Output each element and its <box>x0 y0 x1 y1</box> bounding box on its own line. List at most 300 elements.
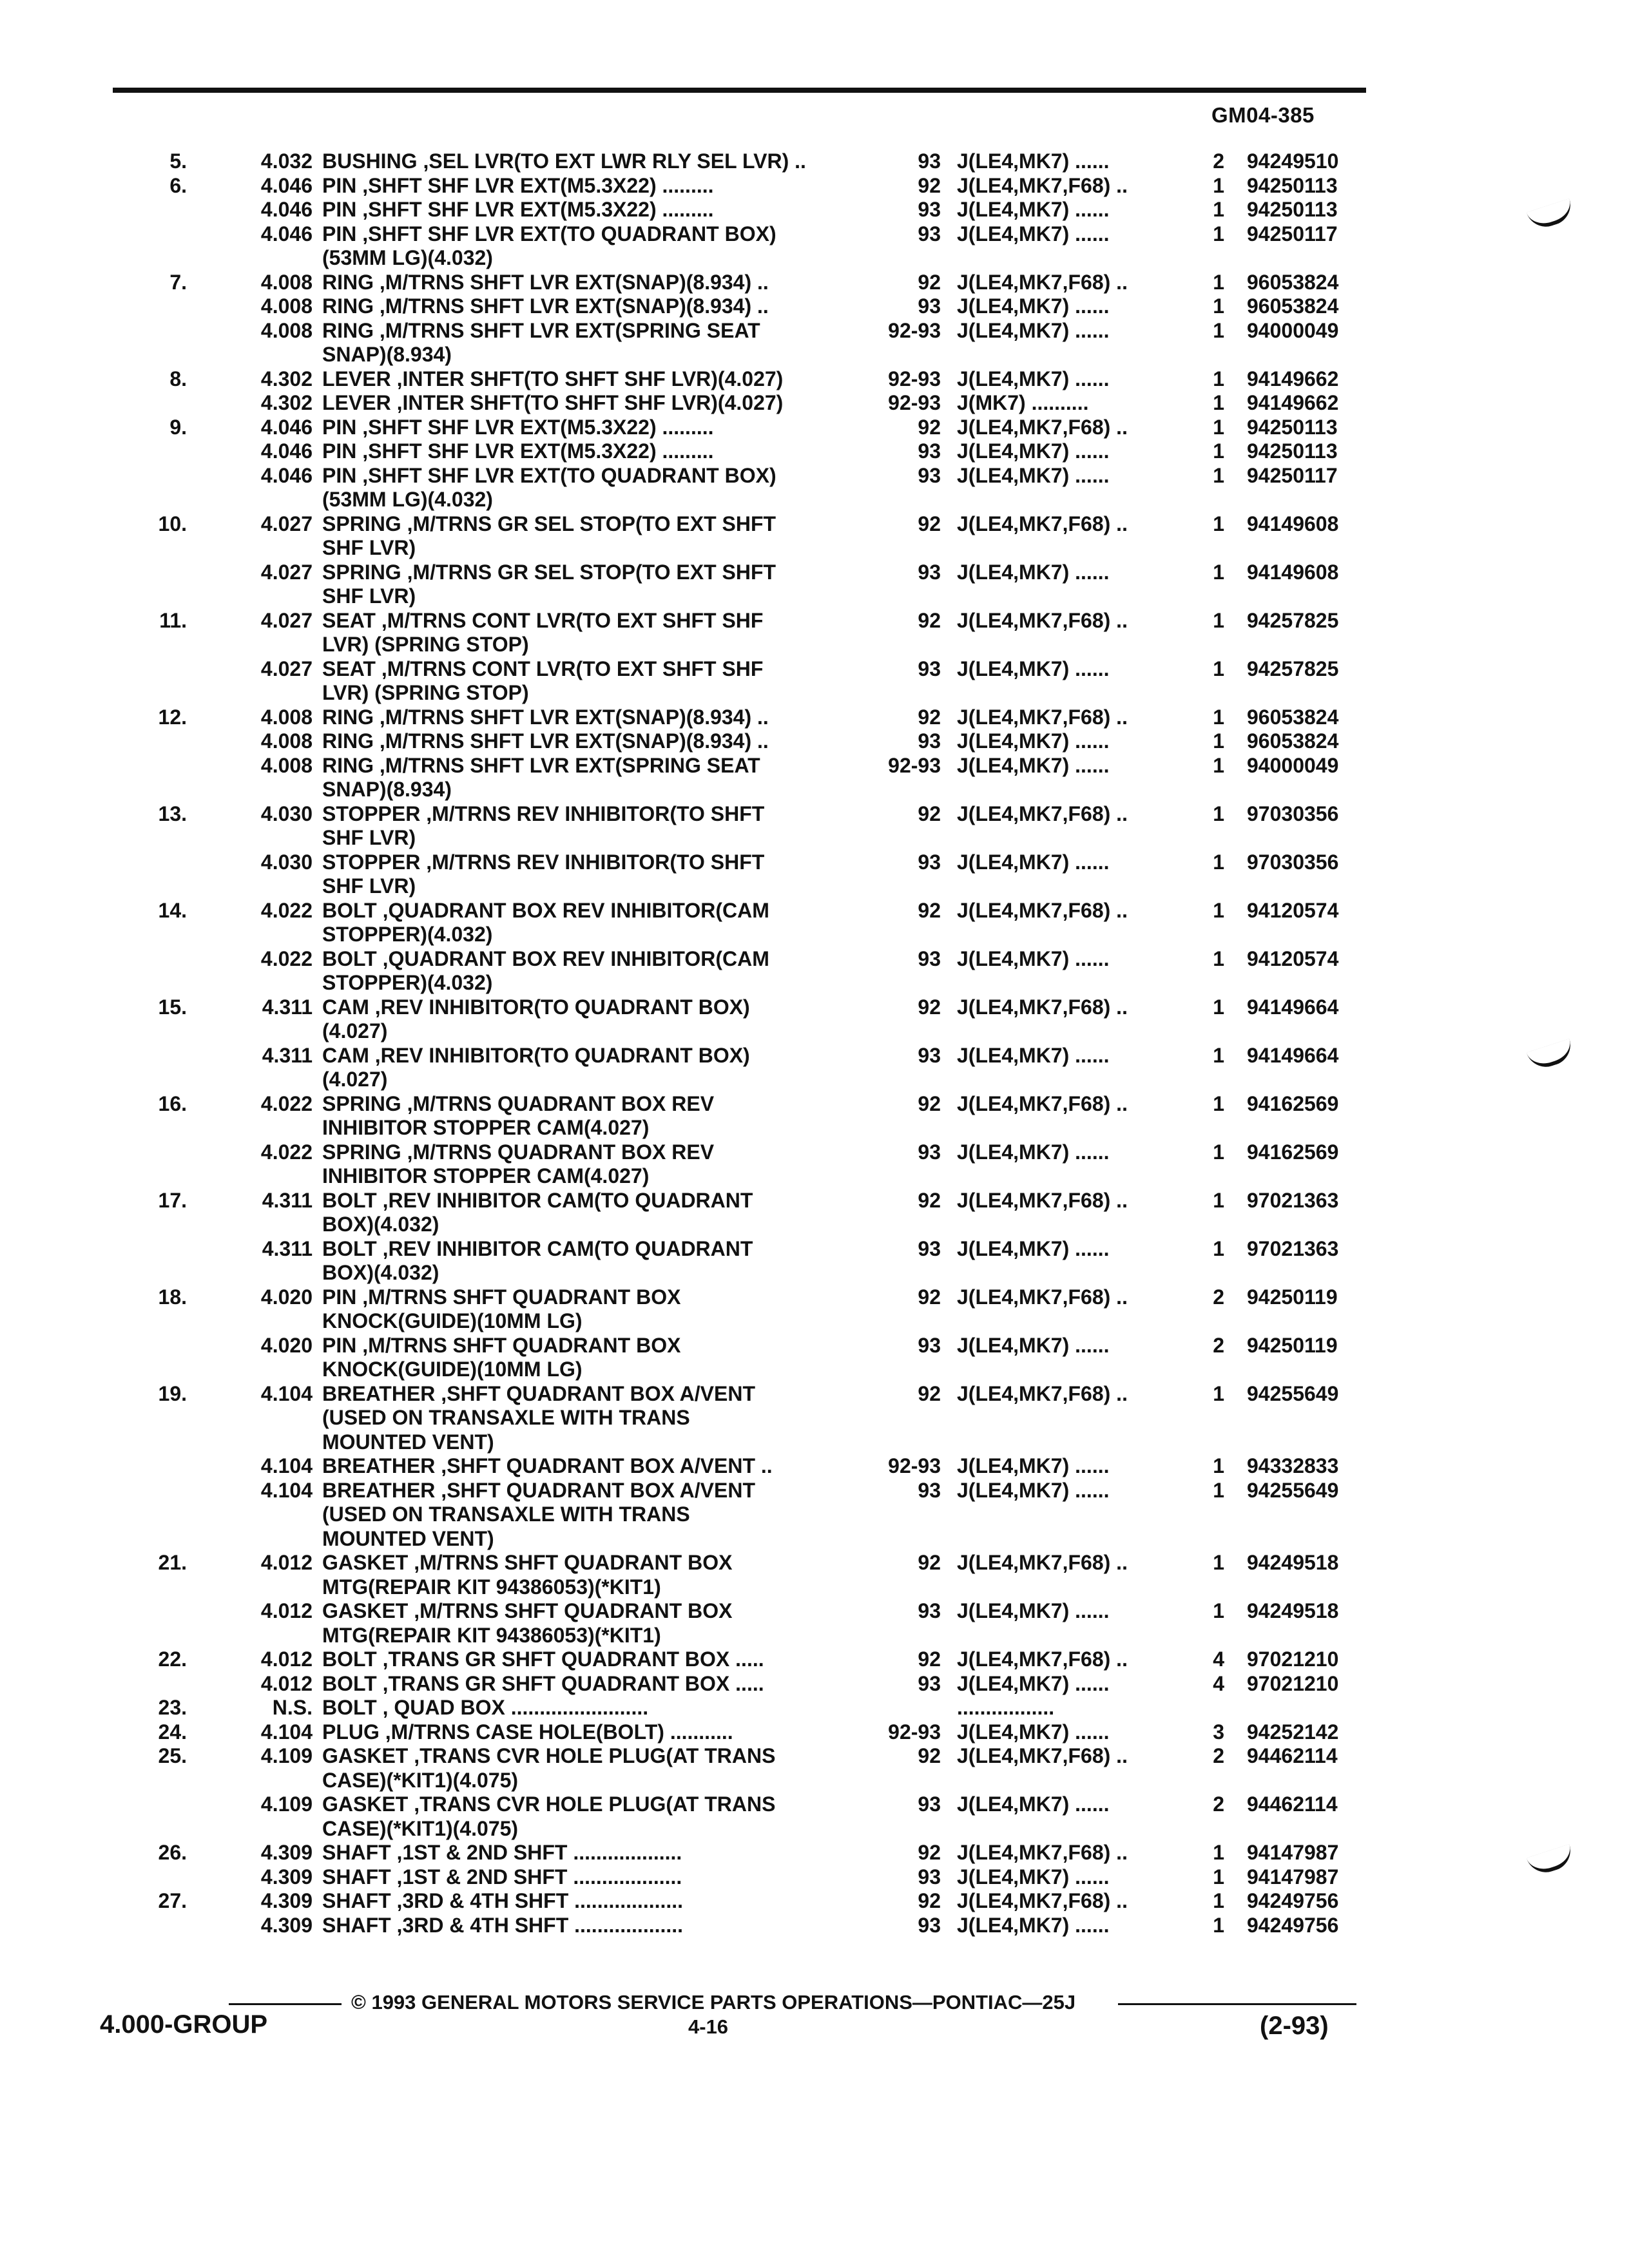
parts-row <box>0 1237 1629 1262</box>
part-description: BOLT ,QUADRANT BOX REV INHIBITOR(CAM <box>322 947 769 970</box>
parts-row <box>0 1889 1629 1914</box>
part-description: GASKET ,M/TRNS SHFT QUADRANT BOX <box>322 1599 733 1622</box>
model-code: J(LE4,MK7) ...... <box>957 947 1110 970</box>
part-description: LVR) (SPRING STOP) <box>322 681 529 704</box>
group-number: 4.046 <box>260 173 313 197</box>
part-description: RING ,M/TRNS SHFT LVR EXT(SNAP)(8.934) .. <box>322 729 769 753</box>
quantity: 1 <box>1213 415 1224 439</box>
parts-row <box>0 271 1629 295</box>
part-description: SHF LVR) <box>322 826 416 849</box>
part-description: BOLT , QUAD BOX ........................ <box>322 1696 649 1719</box>
part-description: PIN ,M/TRNS SHFT QUADRANT BOX <box>322 1333 681 1357</box>
group-number: 4.309 <box>260 1913 313 1937</box>
part-number: 94149662 <box>1247 367 1339 390</box>
group-number: 4.309 <box>260 1889 313 1912</box>
parts-row <box>0 1406 1629 1430</box>
parts-row <box>0 488 1629 512</box>
part-description: LEVER ,INTER SHFT(TO SHFT SHF LVR)(4.027) <box>322 391 784 414</box>
model-code: J(LE4,MK7,F68) .. <box>957 1841 1128 1864</box>
part-number: 96053824 <box>1247 270 1339 294</box>
model-year: 92-93 <box>888 391 941 414</box>
model-code: J(LE4,MK7,F68) .. <box>957 512 1128 535</box>
part-description: CASE)(*KIT1)(4.075) <box>322 1768 519 1792</box>
part-description: PIN ,SHFT SHF LVR EXT(M5.3X22) ......... <box>322 415 714 439</box>
reference-number: 14. <box>158 898 187 922</box>
model-code: J(LE4,MK7,F68) .. <box>957 705 1128 729</box>
group-number: 4.109 <box>260 1744 313 1767</box>
part-description: STOPPER ,M/TRNS REV INHIBITOR(TO SHFT <box>322 802 765 825</box>
parts-row <box>0 1285 1629 1310</box>
parts-row <box>0 681 1629 706</box>
parts-row <box>0 1116 1629 1140</box>
part-description: PIN ,M/TRNS SHFT QUADRANT BOX <box>322 1285 681 1309</box>
model-year: 92 <box>918 1744 941 1767</box>
model-code: J(LE4,MK7,F68) .. <box>957 898 1128 922</box>
reference-number: 16. <box>158 1091 187 1115</box>
group-number: 4.104 <box>260 1478 313 1502</box>
parts-row <box>0 657 1629 682</box>
quantity: 1 <box>1213 463 1224 487</box>
part-number: 94255649 <box>1247 1381 1339 1405</box>
model-year: 92-93 <box>888 753 941 777</box>
part-description: GASKET ,TRANS CVR HOLE PLUG(AT TRANS <box>322 1792 776 1816</box>
model-code: J(LE4,MK7) ...... <box>957 463 1110 487</box>
part-description: CAM ,REV INHIBITOR(TO QUADRANT BOX) <box>322 995 750 1019</box>
group-number: 4.022 <box>260 1091 313 1115</box>
model-code: J(LE4,MK7,F68) .. <box>957 173 1128 197</box>
parts-row <box>0 947 1629 972</box>
model-year: 92-93 <box>888 1720 941 1744</box>
quantity: 1 <box>1213 1188 1224 1212</box>
part-number: 96053824 <box>1247 294 1339 318</box>
part-number: 94250113 <box>1247 198 1338 221</box>
model-code: J(LE4,MK7) ...... <box>957 1720 1110 1744</box>
parts-row <box>0 1624 1629 1648</box>
group-number: 4.311 <box>262 995 313 1019</box>
model-code: J(LE4,MK7) ...... <box>957 657 1110 680</box>
model-code: J(LE4,MK7,F68) .. <box>957 1648 1128 1671</box>
parts-row <box>0 1720 1629 1745</box>
group-number: 4.008 <box>260 753 313 777</box>
model-year: 92 <box>918 1285 941 1309</box>
reference-number: 6. <box>169 173 187 197</box>
quantity: 1 <box>1213 1236 1224 1260</box>
parts-row <box>0 561 1629 585</box>
part-number: 94250113 <box>1247 415 1338 439</box>
part-number: 94149608 <box>1247 560 1339 584</box>
model-year: 93 <box>918 1043 941 1067</box>
parts-row <box>0 439 1629 464</box>
reference-number: 8. <box>169 367 187 390</box>
reference-number: 12. <box>158 705 187 729</box>
parts-row <box>0 1309 1629 1334</box>
model-year: 93 <box>918 1671 941 1695</box>
quantity: 1 <box>1213 1454 1224 1477</box>
part-number: 97021363 <box>1247 1236 1339 1260</box>
reference-number: 21. <box>158 1551 187 1574</box>
group-number: 4.008 <box>260 318 313 342</box>
parts-row <box>0 391 1629 416</box>
part-number: 97021363 <box>1247 1188 1339 1212</box>
model-code: J(LE4,MK7) ...... <box>957 729 1110 753</box>
quantity: 1 <box>1213 1865 1224 1888</box>
group-number: 4.027 <box>260 512 313 535</box>
part-number: 97030356 <box>1247 802 1339 825</box>
group-number: 4.104 <box>260 1381 313 1405</box>
quantity: 1 <box>1213 753 1224 777</box>
parts-row <box>0 1696 1629 1720</box>
parts-row <box>0 729 1629 754</box>
part-description: BUSHING ,SEL LVR(TO EXT LWR RLY SEL LVR) .. <box>322 149 806 173</box>
part-description: GASKET ,M/TRNS SHFT QUADRANT BOX <box>322 1551 733 1574</box>
group-number: 4.311 <box>262 1188 313 1212</box>
group-number: 4.311 <box>262 1043 313 1067</box>
part-number: 96053824 <box>1247 729 1339 753</box>
part-description: BOX)(4.032) <box>322 1261 439 1284</box>
part-number: 94249518 <box>1247 1551 1339 1574</box>
model-code: J(LE4,MK7) ...... <box>957 1454 1110 1477</box>
model-year: 92 <box>918 1889 941 1912</box>
part-description: (4.027) <box>322 1068 388 1091</box>
model-year: 92 <box>918 1648 941 1671</box>
part-description: SHF LVR) <box>322 874 416 898</box>
part-description: PIN ,SHFT SHF LVR EXT(M5.3X22) ......... <box>322 173 714 197</box>
footer-rule-left <box>229 2003 342 2005</box>
group-number: 4.104 <box>260 1720 313 1744</box>
quantity: 1 <box>1213 1599 1224 1622</box>
model-code: J(LE4,MK7,F68) .. <box>957 1091 1128 1115</box>
part-description: RING ,M/TRNS SHFT LVR EXT(SNAP)(8.934) .. <box>322 705 769 729</box>
part-description: PIN ,SHFT SHF LVR EXT(M5.3X22) ......... <box>322 439 714 463</box>
model-code: J(LE4,MK7) ...... <box>957 1865 1110 1888</box>
model-year: 93 <box>918 222 941 245</box>
parts-row <box>0 1358 1629 1382</box>
part-description: RING ,M/TRNS SHFT LVR EXT(SPRING SEAT <box>322 753 760 777</box>
part-description: INHIBITOR STOPPER CAM(4.027) <box>322 1116 650 1139</box>
group-number: 4.311 <box>262 1236 313 1260</box>
group-number: 4.012 <box>260 1671 313 1695</box>
parts-row <box>0 1189 1629 1213</box>
model-year: 93 <box>918 463 941 487</box>
group-number: 4.032 <box>260 149 313 173</box>
part-description: BREATHER ,SHFT QUADRANT BOX A/VENT <box>322 1478 755 1502</box>
quantity: 1 <box>1213 1841 1224 1864</box>
parts-row <box>0 899 1629 923</box>
model-code: J(LE4,MK7) ...... <box>957 850 1110 874</box>
model-code: J(LE4,MK7,F68) .. <box>957 1381 1128 1405</box>
part-number: 94249756 <box>1247 1913 1339 1937</box>
part-description: MTG(REPAIR KIT 94386053)(*KIT1) <box>322 1623 661 1647</box>
parts-row <box>0 222 1629 247</box>
quantity: 1 <box>1213 898 1224 922</box>
reference-number: 10. <box>158 512 187 535</box>
model-year: 93 <box>918 1913 941 1937</box>
parts-row <box>0 464 1629 488</box>
group-number: 4.008 <box>260 270 313 294</box>
model-year: 93 <box>918 294 941 318</box>
group-number: 4.302 <box>260 391 313 414</box>
part-description: (USED ON TRANSAXLE WITH TRANS <box>322 1406 690 1429</box>
group-number: 4.104 <box>260 1454 313 1477</box>
part-description: PIN ,SHFT SHF LVR EXT(M5.3X22) ......... <box>322 198 714 221</box>
model-code: J(MK7) .......... <box>957 391 1089 414</box>
reference-number: 25. <box>158 1744 187 1767</box>
parts-row <box>0 1914 1629 1938</box>
model-year: 92 <box>918 608 941 632</box>
model-year: 93 <box>918 1140 941 1164</box>
group-number: 4.008 <box>260 294 313 318</box>
model-year: 92 <box>918 705 941 729</box>
model-year: 93 <box>918 149 941 173</box>
quantity: 1 <box>1213 198 1224 221</box>
parts-row <box>0 1261 1629 1285</box>
quantity: 1 <box>1213 850 1224 874</box>
parts-row <box>0 874 1629 899</box>
group-number: 4.012 <box>260 1599 313 1622</box>
model-code: J(LE4,MK7,F68) .. <box>957 1744 1128 1767</box>
part-description: SPRING ,M/TRNS GR SEL STOP(TO EXT SHFT <box>322 512 776 535</box>
part-number: 94257825 <box>1247 657 1339 680</box>
parts-row <box>0 1575 1629 1600</box>
part-number: 94250113 <box>1247 173 1338 197</box>
model-code: J(LE4,MK7) ...... <box>957 318 1110 342</box>
model-code: J(LE4,MK7) ...... <box>957 1671 1110 1695</box>
model-year: 93 <box>918 657 941 680</box>
group-number: 4.027 <box>260 608 313 632</box>
part-description: PIN ,SHFT SHF LVR EXT(TO QUADRANT BOX) <box>322 222 776 245</box>
model-code: J(LE4,MK7) ...... <box>957 294 1110 318</box>
part-description: STOPPER)(4.032) <box>322 971 493 994</box>
model-year: 92-93 <box>888 318 941 342</box>
part-description: SHAFT ,3RD & 4TH SHFT ................... <box>322 1889 684 1912</box>
part-number: 94149608 <box>1247 512 1339 535</box>
group-number: 4.008 <box>260 729 313 753</box>
model-year: 93 <box>918 1236 941 1260</box>
model-code: J(LE4,MK7,F68) .. <box>957 1285 1128 1309</box>
parts-row <box>0 706 1629 730</box>
model-code: J(LE4,MK7) ...... <box>957 1792 1110 1816</box>
parts-row <box>0 923 1629 947</box>
part-description: MOUNTED VENT) <box>322 1526 494 1550</box>
part-description: KNOCK(GUIDE)(10MM LG) <box>322 1309 583 1332</box>
part-description: GASKET ,TRANS CVR HOLE PLUG(AT TRANS <box>322 1744 776 1767</box>
parts-row <box>0 1769 1629 1793</box>
group-number: 4.022 <box>260 898 313 922</box>
quantity: 1 <box>1213 439 1224 463</box>
parts-row <box>0 995 1629 1020</box>
parts-row <box>0 367 1629 392</box>
model-code: J(LE4,MK7,F68) .. <box>957 270 1128 294</box>
part-description: STOPPER)(4.032) <box>322 923 493 946</box>
parts-row <box>0 149 1629 174</box>
parts-row <box>0 1503 1629 1527</box>
parts-row <box>0 1551 1629 1575</box>
parts-row <box>0 778 1629 802</box>
group-number: 4.109 <box>260 1792 313 1816</box>
part-number: 94255649 <box>1247 1478 1339 1502</box>
parts-row <box>0 1479 1629 1503</box>
quantity: 1 <box>1213 391 1224 414</box>
parts-list <box>0 149 1629 1937</box>
part-description: MOUNTED VENT) <box>322 1430 494 1454</box>
part-number: 94249518 <box>1247 1599 1339 1622</box>
model-code: J(LE4,MK7,F68) .. <box>957 1889 1128 1912</box>
quantity: 1 <box>1213 1043 1224 1067</box>
parts-row <box>0 1865 1629 1890</box>
parts-row <box>0 536 1629 561</box>
model-code: J(LE4,MK7) ...... <box>957 1913 1110 1937</box>
part-description: SHAFT ,1ST & 2ND SHFT ................... <box>322 1841 682 1864</box>
part-number: 94120574 <box>1247 947 1339 970</box>
part-number: 97021210 <box>1247 1671 1339 1695</box>
part-description: SEAT ,M/TRNS CONT LVR(TO EXT SHFT SHF <box>322 657 764 680</box>
reference-number: 15. <box>158 995 187 1019</box>
model-code: J(LE4,MK7) ...... <box>957 439 1110 463</box>
part-description: BOLT ,TRANS GR SHFT QUADRANT BOX ..... <box>322 1671 764 1695</box>
model-year: 92 <box>918 898 941 922</box>
reference-number: 11. <box>159 608 187 632</box>
parts-row <box>0 1092 1629 1117</box>
quantity: 1 <box>1213 1889 1224 1912</box>
part-number: 94149664 <box>1247 1043 1339 1067</box>
model-year: 93 <box>918 439 941 463</box>
model-code: J(LE4,MK7,F68) .. <box>957 415 1128 439</box>
part-description: RING ,M/TRNS SHFT LVR EXT(SNAP)(8.934) .. <box>322 270 769 294</box>
footer-rule-right <box>1118 2003 1356 2005</box>
parts-row <box>0 294 1629 319</box>
part-number: 94250113 <box>1247 439 1338 463</box>
group-number: 4.309 <box>260 1841 313 1864</box>
quantity: 2 <box>1213 1792 1224 1816</box>
parts-row <box>0 1744 1629 1769</box>
model-code: J(LE4,MK7,F68) .. <box>957 1188 1128 1212</box>
model-year: 93 <box>918 947 941 970</box>
parts-row <box>0 802 1629 827</box>
document-code: GM04-385 <box>1211 103 1315 127</box>
part-number: 94162569 <box>1247 1140 1339 1164</box>
part-description: (53MM LG)(4.032) <box>322 246 493 269</box>
model-code: J(LE4,MK7) ...... <box>957 753 1110 777</box>
part-description: BOLT ,TRANS GR SHFT QUADRANT BOX ..... <box>322 1648 764 1671</box>
part-number: 96053824 <box>1247 705 1339 729</box>
parts-row <box>0 1068 1629 1092</box>
model-code: J(LE4,MK7) ...... <box>957 1140 1110 1164</box>
part-number: 94249510 <box>1247 149 1339 173</box>
parts-row <box>0 1527 1629 1552</box>
parts-row <box>0 971 1629 995</box>
model-year: 93 <box>918 198 941 221</box>
reference-number: 23. <box>158 1696 187 1719</box>
model-code: J(LE4,MK7,F68) .. <box>957 1551 1128 1574</box>
group-number: 4.046 <box>260 415 313 439</box>
model-year: 93 <box>918 560 941 584</box>
part-description: SNAP)(8.934) <box>322 343 452 366</box>
part-number: 94462114 <box>1247 1744 1338 1767</box>
model-year: 92-93 <box>888 367 941 390</box>
model-code: J(LE4,MK7) ...... <box>957 1599 1110 1622</box>
part-number: 94250117 <box>1247 222 1338 245</box>
group-number: 4.302 <box>260 367 313 390</box>
model-year: 93 <box>918 1865 941 1888</box>
parts-row <box>0 1382 1629 1407</box>
reference-number: 5. <box>169 149 187 173</box>
quantity: 2 <box>1213 1744 1224 1767</box>
part-number: 94257825 <box>1247 608 1339 632</box>
part-description: SPRING ,M/TRNS QUADRANT BOX REV <box>322 1091 715 1115</box>
part-description: MTG(REPAIR KIT 94386053)(*KIT1) <box>322 1575 661 1599</box>
quantity: 1 <box>1213 1478 1224 1502</box>
parts-row <box>0 1019 1629 1044</box>
model-year: 93 <box>918 1599 941 1622</box>
part-number: 94149664 <box>1247 995 1339 1019</box>
group-number: 4.027 <box>260 657 313 680</box>
page-number: 4-16 <box>688 2015 729 2038</box>
quantity: 1 <box>1213 947 1224 970</box>
model-code: J(LE4,MK7) ...... <box>957 149 1110 173</box>
part-description: RING ,M/TRNS SHFT LVR EXT(SPRING SEAT <box>322 318 760 342</box>
part-number: 94147987 <box>1247 1841 1339 1864</box>
part-description: SHAFT ,1ST & 2ND SHFT ................... <box>322 1865 682 1888</box>
model-year: 92 <box>918 1381 941 1405</box>
parts-row <box>0 1648 1629 1672</box>
group-number: 4.027 <box>260 560 313 584</box>
quantity: 1 <box>1213 1140 1224 1164</box>
parts-row <box>0 1430 1629 1455</box>
model-code: J(LE4,MK7,F68) .. <box>957 608 1128 632</box>
group-number: 4.309 <box>260 1865 313 1888</box>
part-number: 94250117 <box>1247 463 1338 487</box>
part-description: (USED ON TRANSAXLE WITH TRANS <box>322 1503 690 1526</box>
header-rule <box>113 88 1366 93</box>
parts-row <box>0 1454 1629 1479</box>
quantity: 1 <box>1213 729 1224 753</box>
model-year: 92 <box>918 173 941 197</box>
parts-row <box>0 512 1629 537</box>
parts-row <box>0 609 1629 633</box>
quantity: 2 <box>1213 149 1224 173</box>
model-year: 92 <box>918 1091 941 1115</box>
quantity: 1 <box>1213 318 1224 342</box>
model-year: 92 <box>918 1841 941 1864</box>
part-description: PIN ,SHFT SHF LVR EXT(TO QUADRANT BOX) <box>322 463 776 487</box>
model-code: J(LE4,MK7) ...... <box>957 1478 1110 1502</box>
group-number: 4.046 <box>260 463 313 487</box>
part-description: CASE)(*KIT1)(4.075) <box>322 1816 519 1840</box>
model-code: J(LE4,MK7) ...... <box>957 1043 1110 1067</box>
part-description: INHIBITOR STOPPER CAM(4.027) <box>322 1164 650 1187</box>
part-description: PLUG ,M/TRNS CASE HOLE(BOLT) ........... <box>322 1720 733 1744</box>
part-description: SHF LVR) <box>322 536 416 559</box>
part-number: 94252142 <box>1247 1720 1339 1744</box>
model-year: 93 <box>918 729 941 753</box>
parts-row <box>0 1044 1629 1068</box>
quantity: 1 <box>1213 512 1224 535</box>
model-year: 92 <box>918 1551 941 1574</box>
reference-number: 24. <box>158 1720 187 1744</box>
model-year: 93 <box>918 1792 941 1816</box>
reference-number: 9. <box>169 415 187 439</box>
quantity: 1 <box>1213 705 1224 729</box>
part-description: RING ,M/TRNS SHFT LVR EXT(SNAP)(8.934) .. <box>322 294 769 318</box>
part-number: 94000049 <box>1247 318 1339 342</box>
group-number: 4.020 <box>260 1333 313 1357</box>
parts-row <box>0 850 1629 875</box>
part-description: CAM ,REV INHIBITOR(TO QUADRANT BOX) <box>322 1043 750 1067</box>
part-number: 94250119 <box>1247 1333 1338 1357</box>
parts-row <box>0 246 1629 271</box>
model-year: 92 <box>918 512 941 535</box>
part-number: 94147987 <box>1247 1865 1339 1888</box>
